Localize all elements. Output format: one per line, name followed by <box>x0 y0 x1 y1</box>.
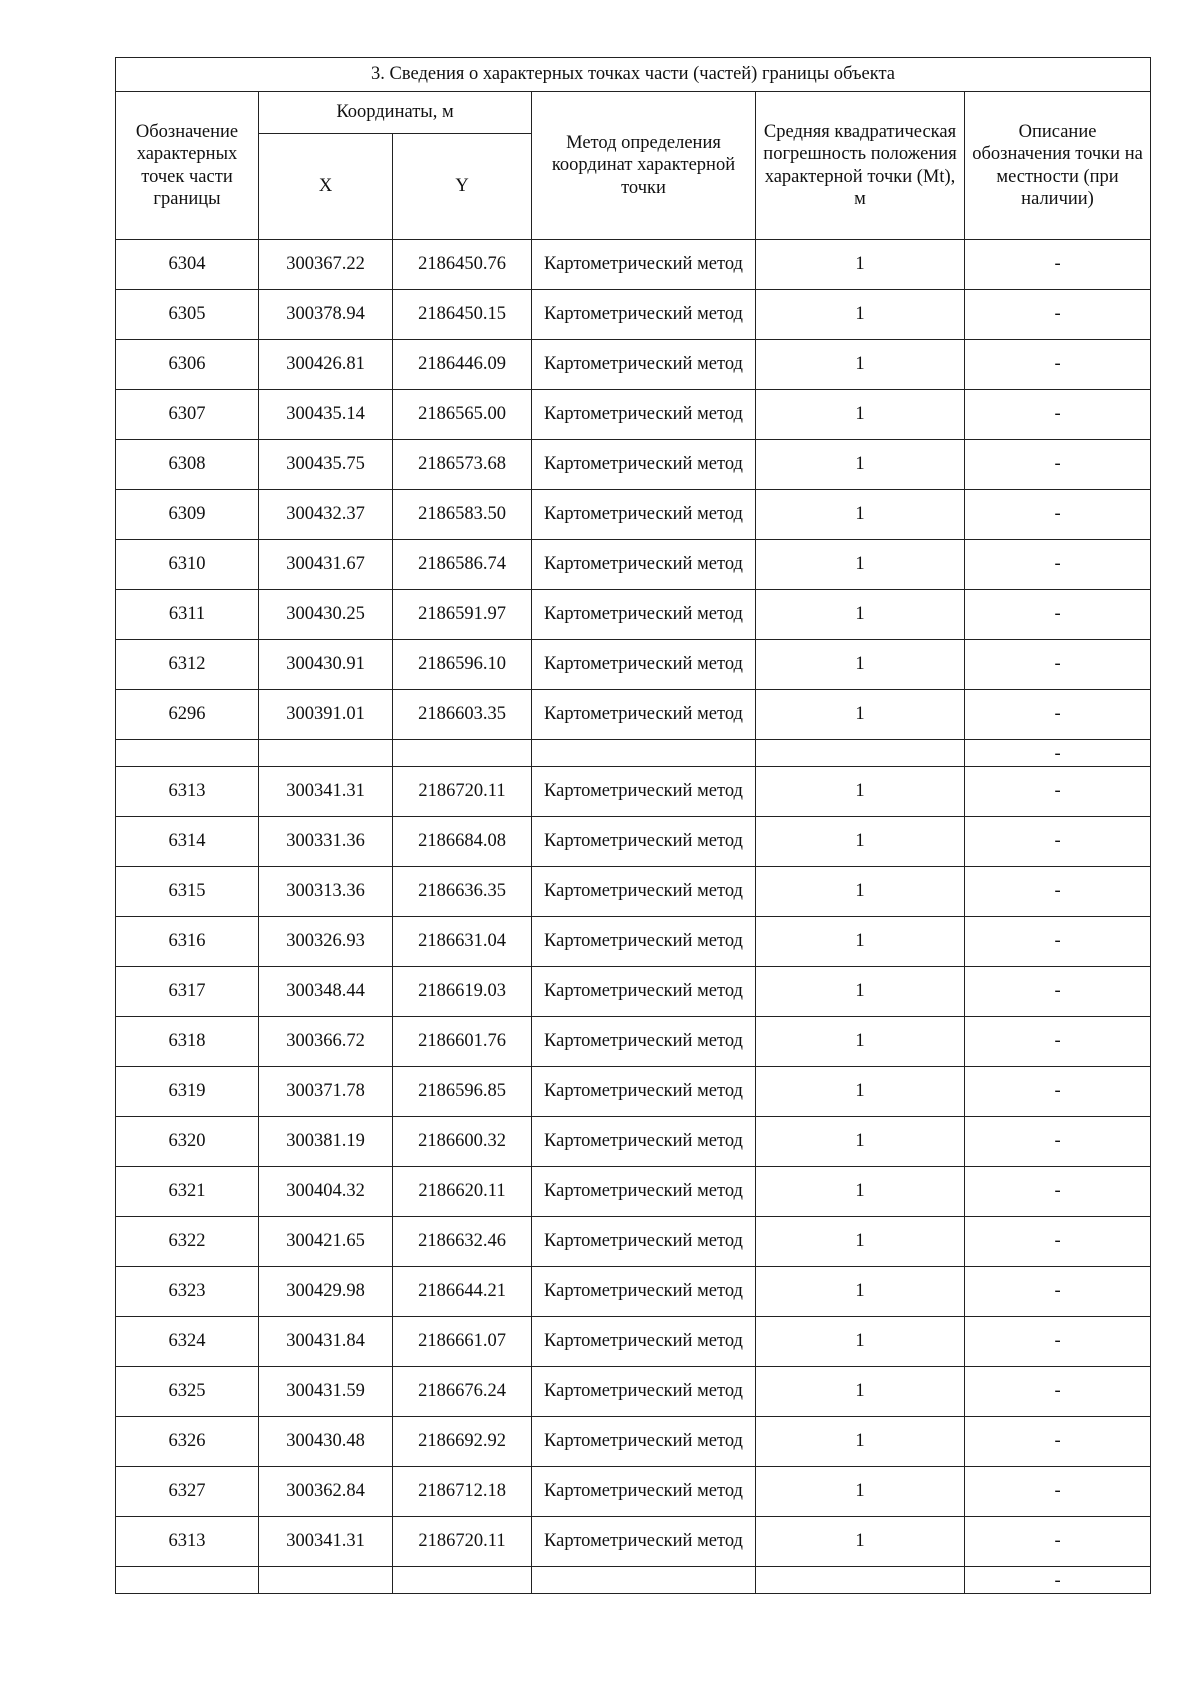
cell-description: - <box>965 767 1151 817</box>
cell-point: 6322 <box>116 1217 259 1267</box>
table-row <box>116 490 1151 540</box>
cell-y: 2186620.11 <box>393 1167 532 1217</box>
cell-y: 2186720.11 <box>393 1517 532 1567</box>
cell-accuracy: 1 <box>756 440 965 490</box>
cell-description: - <box>965 390 1151 440</box>
cell-point: 6319 <box>116 1067 259 1117</box>
cell-description: - <box>965 1117 1151 1167</box>
cell-accuracy: 1 <box>756 1417 965 1467</box>
cell-accuracy: 1 <box>756 640 965 690</box>
cell-y: 2186586.74 <box>393 540 532 590</box>
cell-y: 2186676.24 <box>393 1367 532 1417</box>
cell-point: 6316 <box>116 917 259 967</box>
cell-method: Картометрический метод <box>532 767 756 817</box>
header-coords: Координаты, м <box>259 92 532 134</box>
cell-point: 6307 <box>116 390 259 440</box>
cell-accuracy: 1 <box>756 1517 965 1567</box>
table-row <box>116 1267 1151 1317</box>
cell-description: - <box>965 1267 1151 1317</box>
cell-x: 300348.44 <box>259 967 393 1017</box>
cell-x: 300426.81 <box>259 340 393 390</box>
cell-description: - <box>965 440 1151 490</box>
cell-x: 300430.48 <box>259 1417 393 1467</box>
table-row <box>116 1117 1151 1167</box>
cell-description: - <box>965 1567 1151 1594</box>
cell-description: - <box>965 1517 1151 1567</box>
cell-accuracy: 1 <box>756 1467 965 1517</box>
cell-accuracy: 1 <box>756 867 965 917</box>
cell-y: 2186573.68 <box>393 440 532 490</box>
cell-accuracy: 1 <box>756 540 965 590</box>
table-row <box>116 390 1151 440</box>
cell-description: - <box>965 1367 1151 1417</box>
cell-description: - <box>965 340 1151 390</box>
table-row <box>116 1017 1151 1067</box>
cell-method: Картометрический метод <box>532 490 756 540</box>
cell-x: 300341.31 <box>259 1517 393 1567</box>
cell-y: 2186596.10 <box>393 640 532 690</box>
table-title: 3. Сведения о характерных точках части (частей) границы объекта <box>116 58 1151 92</box>
table-row <box>116 540 1151 590</box>
cell-description: - <box>965 640 1151 690</box>
cell-point: 6309 <box>116 490 259 540</box>
cell-method <box>532 1567 756 1594</box>
cell-point: 6305 <box>116 290 259 340</box>
cell-x: 300326.93 <box>259 917 393 967</box>
cell-description: - <box>965 1417 1151 1467</box>
cell-description: - <box>965 540 1151 590</box>
cell-accuracy: 1 <box>756 1017 965 1067</box>
cell-description: - <box>965 867 1151 917</box>
cell-accuracy: 1 <box>756 1367 965 1417</box>
table-row <box>116 1317 1151 1367</box>
cell-method: Картометрический метод <box>532 690 756 740</box>
cell-method: Картометрический метод <box>532 867 756 917</box>
header-x: X <box>259 134 393 240</box>
cell-x <box>259 740 393 767</box>
cell-method: Картометрический метод <box>532 1467 756 1517</box>
table-row <box>116 1167 1151 1217</box>
cell-method: Картометрический метод <box>532 590 756 640</box>
table-row <box>116 967 1151 1017</box>
cell-point: 6313 <box>116 1517 259 1567</box>
cell-description: - <box>965 917 1151 967</box>
cell-x: 300381.19 <box>259 1117 393 1167</box>
cell-point: 6324 <box>116 1317 259 1367</box>
cell-y: 2186631.04 <box>393 917 532 967</box>
table-body <box>116 240 1151 1594</box>
header-y: Y <box>393 134 532 240</box>
cell-point: 6310 <box>116 540 259 590</box>
cell-description: - <box>965 740 1151 767</box>
cell-x: 300430.91 <box>259 640 393 690</box>
cell-point: 6317 <box>116 967 259 1017</box>
separator-row <box>116 740 1151 767</box>
cell-accuracy: 1 <box>756 1117 965 1167</box>
cell-accuracy: 1 <box>756 767 965 817</box>
cell-y: 2186636.35 <box>393 867 532 917</box>
cell-description: - <box>965 1067 1151 1117</box>
table-row <box>116 817 1151 867</box>
cell-accuracy: 1 <box>756 817 965 867</box>
cell-point: 6320 <box>116 1117 259 1167</box>
cell-y: 2186603.35 <box>393 690 532 740</box>
cell-x: 300313.36 <box>259 867 393 917</box>
table-row <box>116 767 1151 817</box>
cell-point: 6321 <box>116 1167 259 1217</box>
cell-method: Картометрический метод <box>532 1167 756 1217</box>
table-row <box>116 1217 1151 1267</box>
table-row <box>116 290 1151 340</box>
cell-accuracy: 1 <box>756 1267 965 1317</box>
cell-point <box>116 1567 259 1594</box>
cell-accuracy: 1 <box>756 1167 965 1217</box>
cell-description: - <box>965 690 1151 740</box>
cell-x: 300367.22 <box>259 240 393 290</box>
cell-description: - <box>965 240 1151 290</box>
cell-y: 2186450.76 <box>393 240 532 290</box>
cell-method: Картометрический метод <box>532 1267 756 1317</box>
cell-point: 6306 <box>116 340 259 390</box>
cell-y: 2186644.21 <box>393 1267 532 1317</box>
cell-method: Картометрический метод <box>532 540 756 590</box>
table-row <box>116 917 1151 967</box>
table-row <box>116 590 1151 640</box>
cell-method: Картометрический метод <box>532 440 756 490</box>
cell-method: Картометрический метод <box>532 390 756 440</box>
table-row <box>116 1367 1151 1417</box>
cell-y: 2186601.76 <box>393 1017 532 1067</box>
cell-description: - <box>965 1317 1151 1367</box>
cell-point: 6318 <box>116 1017 259 1067</box>
cell-point: 6312 <box>116 640 259 690</box>
header-method: Метод определения координат характерной точки <box>532 92 756 240</box>
cell-point: 6296 <box>116 690 259 740</box>
cell-y: 2186596.85 <box>393 1067 532 1117</box>
cell-x: 300429.98 <box>259 1267 393 1317</box>
cell-description: - <box>965 290 1151 340</box>
cell-x: 300404.32 <box>259 1167 393 1217</box>
boundary-points-table <box>115 57 1151 1594</box>
cell-y: 2186692.92 <box>393 1417 532 1467</box>
cell-y: 2186619.03 <box>393 967 532 1017</box>
cell-description: - <box>965 590 1151 640</box>
cell-x: 300362.84 <box>259 1467 393 1517</box>
table-row <box>116 440 1151 490</box>
cell-accuracy: 1 <box>756 1067 965 1117</box>
cell-method: Картометрический метод <box>532 640 756 690</box>
cell-point: 6314 <box>116 817 259 867</box>
cell-point: 6304 <box>116 240 259 290</box>
cell-x: 300431.84 <box>259 1317 393 1367</box>
cell-accuracy <box>756 1567 965 1594</box>
cell-point: 6326 <box>116 1417 259 1467</box>
table-row <box>116 690 1151 740</box>
cell-x <box>259 1567 393 1594</box>
cell-accuracy: 1 <box>756 240 965 290</box>
table-row <box>116 1067 1151 1117</box>
cell-point: 6323 <box>116 1267 259 1317</box>
cell-y <box>393 740 532 767</box>
cell-accuracy <box>756 740 965 767</box>
cell-y: 2186661.07 <box>393 1317 532 1367</box>
cell-method: Картометрический метод <box>532 917 756 967</box>
table-row <box>116 340 1151 390</box>
cell-y: 2186583.50 <box>393 490 532 540</box>
table-row <box>116 867 1151 917</box>
cell-accuracy: 1 <box>756 1217 965 1267</box>
cell-method: Картометрический метод <box>532 1217 756 1267</box>
cell-x: 300421.65 <box>259 1217 393 1267</box>
table-row <box>116 1517 1151 1567</box>
cell-description: - <box>965 490 1151 540</box>
table-row <box>116 1467 1151 1517</box>
cell-point: 6313 <box>116 767 259 817</box>
cell-y: 2186591.97 <box>393 590 532 640</box>
cell-point: 6308 <box>116 440 259 490</box>
cell-description: - <box>965 967 1151 1017</box>
cell-x: 300431.59 <box>259 1367 393 1417</box>
cell-point <box>116 740 259 767</box>
header-point: Обозначение характерных точек части границы <box>116 92 259 240</box>
cell-method: Картометрический метод <box>532 290 756 340</box>
cell-x: 300391.01 <box>259 690 393 740</box>
cell-accuracy: 1 <box>756 590 965 640</box>
cell-x: 300378.94 <box>259 290 393 340</box>
cell-y: 2186720.11 <box>393 767 532 817</box>
cell-accuracy: 1 <box>756 290 965 340</box>
cell-method: Картометрический метод <box>532 967 756 1017</box>
cell-point: 6325 <box>116 1367 259 1417</box>
cell-method: Картометрический метод <box>532 340 756 390</box>
cell-description: - <box>965 1017 1151 1067</box>
cell-x: 300435.75 <box>259 440 393 490</box>
cell-point: 6311 <box>116 590 259 640</box>
cell-y: 2186632.46 <box>393 1217 532 1267</box>
separator-row <box>116 1567 1151 1594</box>
cell-description: - <box>965 1167 1151 1217</box>
cell-method: Картометрический метод <box>532 1017 756 1067</box>
cell-x: 300430.25 <box>259 590 393 640</box>
cell-point: 6315 <box>116 867 259 917</box>
header-accuracy: Средняя квадратическая погрешность положения характерной точки (Mt), м <box>756 92 965 240</box>
cell-x: 300431.67 <box>259 540 393 590</box>
cell-y <box>393 1567 532 1594</box>
cell-accuracy: 1 <box>756 490 965 540</box>
cell-method: Картометрический метод <box>532 1417 756 1467</box>
cell-point: 6327 <box>116 1467 259 1517</box>
cell-x: 300366.72 <box>259 1017 393 1067</box>
cell-accuracy: 1 <box>756 390 965 440</box>
cell-accuracy: 1 <box>756 690 965 740</box>
table-row <box>116 1417 1151 1467</box>
cell-x: 300331.36 <box>259 817 393 867</box>
cell-y: 2186600.32 <box>393 1117 532 1167</box>
cell-method: Картометрический метод <box>532 240 756 290</box>
cell-y: 2186684.08 <box>393 817 532 867</box>
cell-description: - <box>965 1217 1151 1267</box>
cell-method: Картометрический метод <box>532 1067 756 1117</box>
cell-method: Картометрический метод <box>532 1317 756 1367</box>
cell-accuracy: 1 <box>756 917 965 967</box>
cell-y: 2186450.15 <box>393 290 532 340</box>
cell-accuracy: 1 <box>756 967 965 1017</box>
cell-y: 2186446.09 <box>393 340 532 390</box>
cell-method: Картометрический метод <box>532 1517 756 1567</box>
cell-method <box>532 740 756 767</box>
cell-x: 300435.14 <box>259 390 393 440</box>
cell-y: 2186712.18 <box>393 1467 532 1517</box>
cell-accuracy: 1 <box>756 1317 965 1367</box>
table-row <box>116 240 1151 290</box>
cell-accuracy: 1 <box>756 340 965 390</box>
cell-x: 300341.31 <box>259 767 393 817</box>
cell-y: 2186565.00 <box>393 390 532 440</box>
cell-method: Картометрический метод <box>532 817 756 867</box>
cell-x: 300371.78 <box>259 1067 393 1117</box>
cell-method: Картометрический метод <box>532 1117 756 1167</box>
cell-description: - <box>965 817 1151 867</box>
cell-description: - <box>965 1467 1151 1517</box>
cell-method: Картометрический метод <box>532 1367 756 1417</box>
table-row <box>116 640 1151 690</box>
header-description: Описание обозначения точки на местности (при наличии) <box>965 92 1151 240</box>
cell-x: 300432.37 <box>259 490 393 540</box>
